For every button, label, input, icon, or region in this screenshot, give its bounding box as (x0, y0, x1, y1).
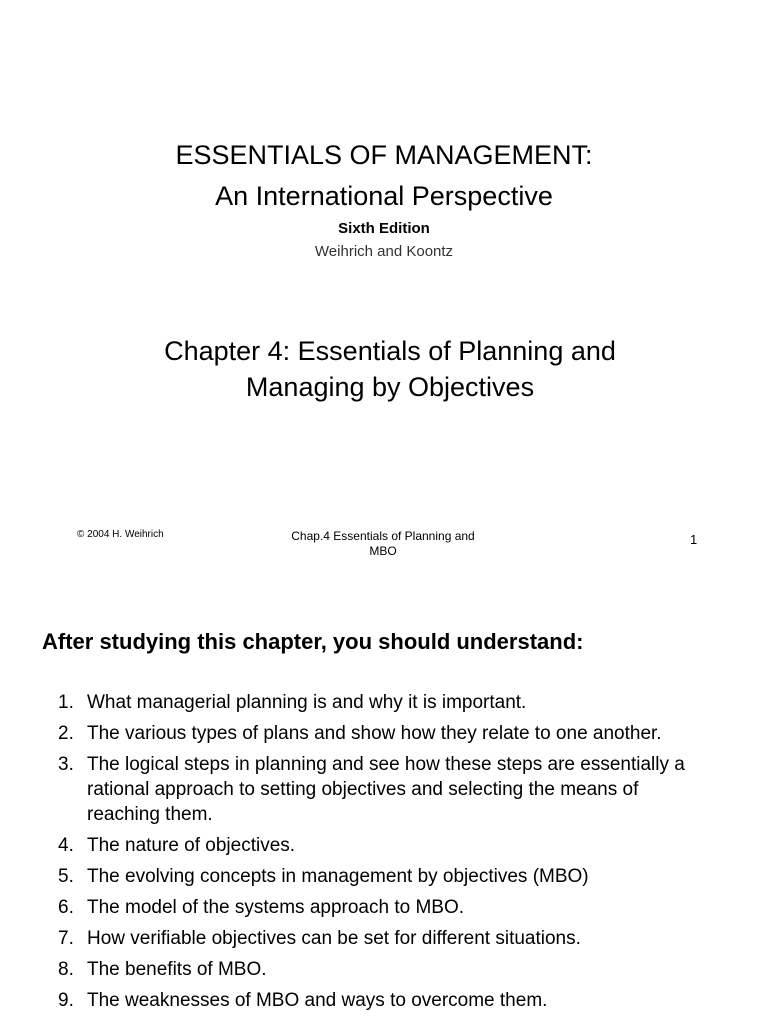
list-item (58, 752, 698, 827)
list-item-number: 2. (58, 723, 74, 744)
list-item-number: 9. (58, 990, 74, 1011)
authors-label: Weihrich and Koontz (314, 243, 454, 260)
list-item-text: How verifiable objectives can be set for different situations. (87, 928, 581, 949)
list-item (58, 864, 698, 889)
list-item-text: The evolving concepts in management by objectives (MBO) (87, 866, 589, 887)
list-item-text: The logical steps in planning and see how these steps are essentially a rational approach to setting objectives and selecting the means of reaching them. (87, 754, 685, 825)
chapter-title-line-2: Managing by Objectives (245, 372, 535, 402)
course-footer-line-1: Chap.4 Essentials of Planning and (291, 529, 475, 543)
list-item-number: 4. (58, 835, 74, 856)
book-subtitle: An International Perspective (215, 181, 553, 211)
list-item-number: 3. (58, 754, 74, 775)
list-item-number: 1. (58, 692, 74, 713)
objectives-list (58, 690, 698, 1019)
copyright-footer: © 2004 H. Weihrich (77, 529, 164, 540)
list-item-text: The nature of objectives. (87, 835, 296, 856)
list-item-number: 5. (58, 866, 74, 887)
list-item (58, 957, 698, 982)
list-item-number: 7. (58, 928, 74, 949)
list-item-number: 6. (58, 897, 74, 918)
list-item (58, 690, 698, 715)
course-footer (276, 529, 490, 559)
chapter-title (120, 333, 660, 405)
edition-label: Sixth Edition (338, 220, 430, 237)
list-item (58, 926, 698, 951)
list-item-text: What managerial planning is and why it is important. (87, 692, 527, 713)
list-item-text: The model of the systems approach to MBO. (87, 897, 465, 918)
list-item (58, 833, 698, 858)
list-item (58, 988, 698, 1013)
book-title: ESSENTIALS OF MANAGEMENT: (175, 140, 593, 170)
course-footer-line-2: MBO (369, 544, 397, 558)
list-item (58, 895, 698, 920)
list-item-number: 8. (58, 959, 74, 980)
list-item (58, 721, 698, 746)
chapter-title-line-1: Chapter 4: Essentials of Planning and (164, 336, 616, 366)
list-item-text: The benefits of MBO. (87, 959, 267, 980)
list-item-text: The various types of plans and show how they relate to one another. (87, 723, 662, 744)
objectives-heading: After studying this chapter, you should understand: (42, 629, 584, 654)
objectives-slide (0, 588, 768, 1024)
page-number: 1 (690, 532, 698, 547)
list-item-text: The weaknesses of MBO and ways to overcome them. (87, 990, 548, 1011)
